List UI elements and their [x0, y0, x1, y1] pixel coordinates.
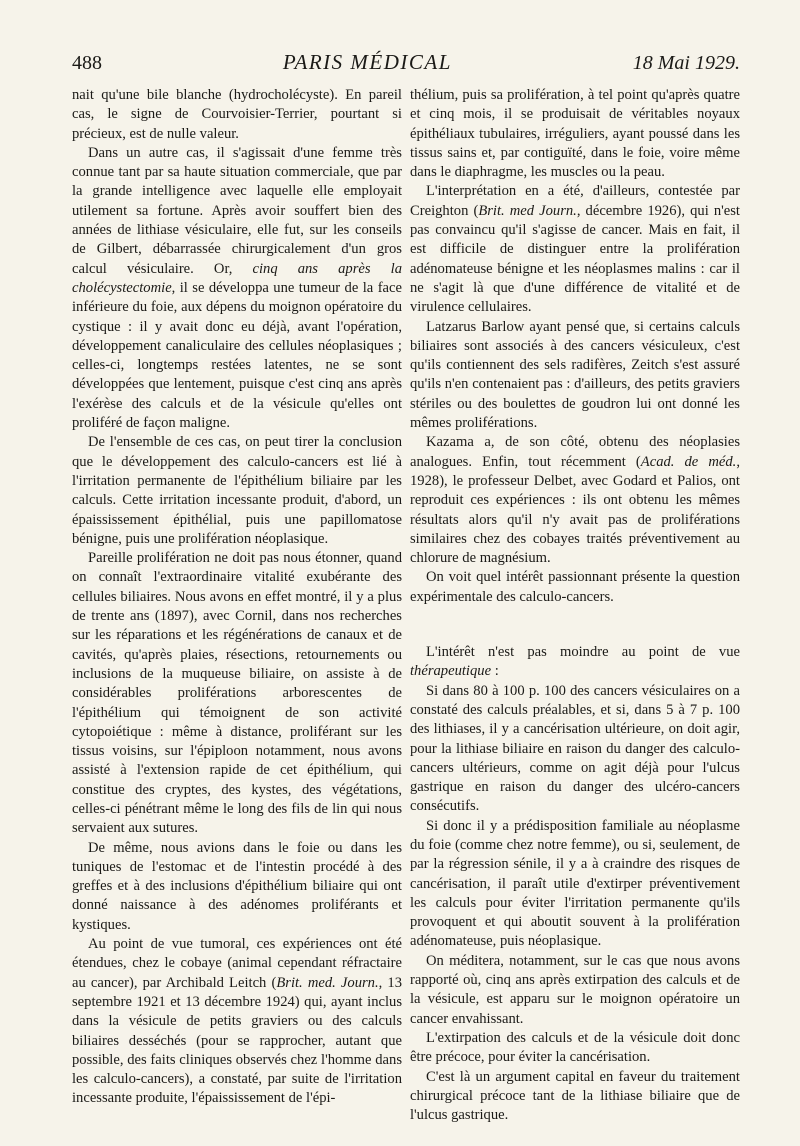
paragraph-text: , 13 septembre 1921 et 13 décembre 1924) qui, ayant inclus dans la vésicule de petits graviers ou des calculs biliaires desséchés (pour se rapprocher, autant que possible, des faits cliniques observés chez l'homme dans les calculo-cancers), a constaté, par suite de l'irritation incessante produite, l'épaississement de l'épi-	[72, 974, 402, 1107]
paragraph-text: , décembre 1926), qui n'est pas convaincu qu'il s'agisse de cancer. Mais en fait, il est difficile de distinguer entre la prolifération adénomateuse bénigne et les néoplasmes malins : car il ne s'agit là que d'une différence de vitalité et de virulence cellulaires.	[410, 202, 740, 316]
italic-text: thérapeutique	[410, 663, 492, 680]
paragraph	[72, 144, 402, 433]
paragraph-text: L'intérêt n'est pas moindre au point de vue	[426, 644, 740, 661]
journal-title: PARIS MÉDICAL	[282, 50, 452, 74]
paragraph	[72, 935, 402, 1109]
paragraph-text: Pareille prolifération ne doit pas nous étonner, quand on connaît l'extraordinaire vitalité exubérante des cellules biliaires. Nous avons en effet montré, il y a plus de trente ans (1897), avec Cornil, dans nos recherches sur les réparations et les régénérations de canaux et de cavités, qu'après plaies, résections, retournements ou inclusions de la muqueuse biliaire, on assiste à de considérables proliférations arborescentes de l'épithélium qui témoignent de son activité cytopoiétique : même à distance, proliférant sur les tissus voisins, sur l'épiploon notamment, nous avons assisté à l'extension rapide de cet épithélium, qui constitue des cryptes, des kystes, des végétations, celles-ci pénétrant même le long des fils de lin qui nous servaient aux sutures.	[72, 550, 402, 837]
paragraph	[410, 817, 740, 952]
paragraph	[410, 86, 740, 182]
paragraph-text: Kazama a, de son côté, obtenu des néoplasies analogues. Enfin, tout récemment (	[410, 434, 740, 470]
paragraph	[410, 952, 740, 1029]
paragraph	[410, 433, 740, 568]
paragraph	[410, 318, 740, 434]
paragraph	[410, 643, 740, 682]
paragraph-text: De l'ensemble de ces cas, on peut tirer la conclusion que le développement des calculo-cancers est lié à l'irritation permanente de l'épithélium biliaire par les calculs. Cette irritation incessante produit, d'abord, un épaississement épithélial, puis une papillomatose bénigne, puis une prolifération néoplasique.	[72, 434, 402, 547]
paragraph	[410, 182, 740, 317]
paragraph-text: , il se développa une tumeur de la face inférieure du foie, aux dépens du moignon opératoire du cystique : il y avait donc eu déjà, avant l'opération, développement canaliculaire des cellules néoplasiques ; celles-ci, longtemps restées latentes, ne se sont développées que lentement, puisque c'est cinq ans après l'exérèse des calculs et de la vésicule qu'elles ont proliféré de façon maligne.	[72, 279, 402, 432]
italic-text: cinq ans après la cholécystectomie	[72, 260, 402, 296]
issue-date: 18 Mai 1929.	[632, 52, 740, 74]
paragraph-text: L'interprétation en a été, d'ailleurs, contestée par Creighton (	[410, 183, 740, 219]
paragraph-text: , 1928), le professeur Delbet, avec Godard et Palios, ont reproduit ces expériences : ils ont obtenu les mêmes résultats alors qu'il n'y avait pas de proliférations similaires chez des cobayes traités préventivement au chlorure de magnésium.	[410, 453, 740, 567]
left-column	[72, 86, 402, 1109]
italic-text: Brit. med Journ.	[478, 202, 577, 219]
paragraph-text: L'extirpation des calculs et de la vésicule doit donc être précoce, pour éviter la cancérisation.	[410, 1029, 740, 1066]
paragraph-text: C'est là un argument capital en faveur du traitement chirurgical précoce tant de la lithiase biliaire que de l'ulcus gastrique.	[410, 1068, 740, 1124]
paragraph-text: Latzarus Barlow ayant pensé que, si certains calculs biliaires sont associés à des cancers vésiculeux, c'est qu'ils contiennent des sels radifères, Zeitch s'est assuré qu'ils n'en contenaient pas : d'ailleurs, des petits graviers stériles ou des boulettes de goudron lui ont donné les mêmes proliférations.	[410, 318, 740, 432]
paragraph-text: Au point de vue tumoral, ces expériences ont été étendues, chez le cobaye (animal cependant réfractaire au cancer), par Archibald Leitch (	[72, 936, 402, 991]
paragraph-text: nait qu'une bile blanche (hydrocholécyste). En pareil cas, le signe de Courvoisier-Terrier, pourtant si précieux, est de nulle valeur.	[72, 87, 402, 142]
running-header	[72, 50, 740, 78]
italic-text: Acad. de méd.	[640, 453, 737, 470]
italic-text: Brit. med. Journ.	[276, 974, 379, 991]
paragraph	[410, 1068, 740, 1126]
paragraph	[72, 433, 402, 549]
paragraph-text: On voit quel intérêt passionnant présente la question expérimentale des calculo-cancers.	[410, 569, 740, 605]
paragraph	[410, 682, 740, 817]
right-column	[410, 86, 740, 1125]
paragraph-text: thélium, puis sa prolifération, à tel point qu'après quatre et cinq mois, il se produisait de véritables noyaux épithéliaux tubulaires, irréguliers, ayant poussé dans les tissus sains et, par contiguïté, dans le foie, voire même dans le diaphragme, les muscles ou la peau.	[410, 87, 740, 181]
paragraph-text: Dans un autre cas, il s'agissait d'une femme très connue tant par sa haute situation commerciale, que par la grande intelligence avec laquelle elle employait utilement sa fortune. Après avoir souffert bien des années de lithiase vésiculaire, elle fut, sur les conseils de Gilbert, débarrassée chirurgicalement d'un gros calcul vésiculaire. Or,	[72, 144, 402, 277]
page-number: 488	[72, 52, 102, 74]
paragraph	[72, 839, 402, 935]
paragraph-text: Si donc il y a prédisposition familiale au néoplasme du foie (comme chez notre femme), ou si, seulement, de par la régression sénile, il y a à craindre des risques de cancérisation, il paraît utile d'extirper préventivement les calculs pour éviter l'irritation permanente qu'ils provoquent et qui aboutit souvent à la prolifération adénomateuse, puis néoplasique.	[410, 817, 740, 950]
paragraph-text: Si dans 80 à 100 p. 100 des cancers vésiculaires on a constaté des calculs préalables, et si, dans 5 à 7 p. 100 des lithiases, il y a cancérisation ultérieure, on doit agir, pour la lithiase biliaire en raison du danger des calculo-cancers ultérieurs, comme on agit déjà pour l'ulcus gastrique en raison du danger des ulcéro-cancers consécutifs.	[410, 682, 740, 815]
paragraph-text: :	[491, 663, 499, 680]
paragraph	[410, 1029, 740, 1068]
paragraph-text: On méditera, notamment, sur le cas que nous avons rapporté où, cinq ans après extirpation des calculs et de la vésicule, est apparu sur le moignon opératoire un cancer envahissant.	[410, 952, 740, 1027]
paragraph	[410, 568, 740, 607]
paragraph	[72, 549, 402, 838]
paragraph	[72, 86, 402, 144]
paragraph-text: De même, nous avions dans le foie ou dans les tuniques de l'estomac et de l'intestin procédé à des greffes et à des inclusions d'épithélium biliaire qui ont donné naissance à des adénomes proliférants et kystiques.	[72, 839, 402, 933]
